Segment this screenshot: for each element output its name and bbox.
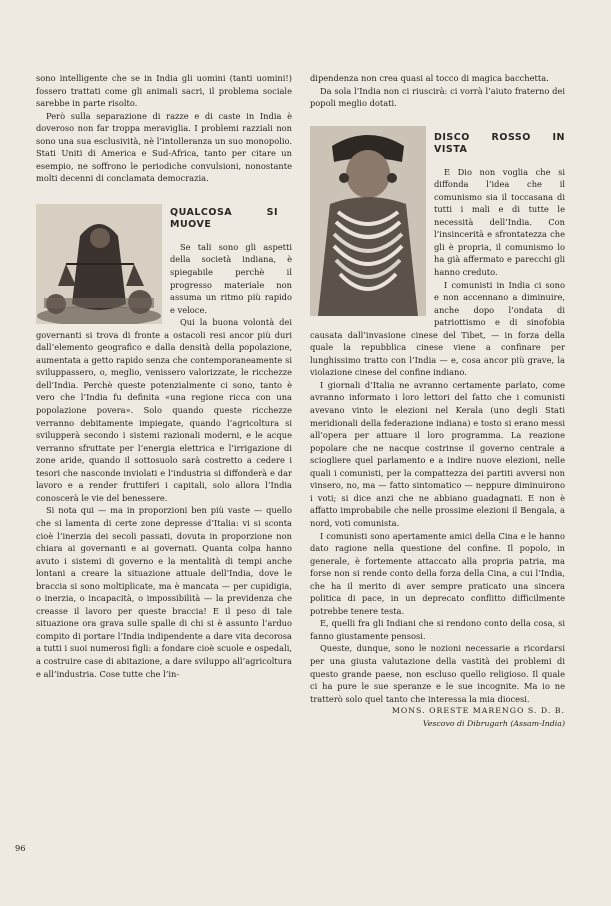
paragraph: E, quelli fra gli Indiani che si rendono conto della cosa, si fanno giustamente pensosi.	[310, 618, 565, 641]
paragraph: Qui la buona volontà dei governanti si trova di fronte a ostacoli resi ancor più duri dall’elemento geografico e dalla densità della popolazione, aumentata a getto rapido senza che contemporaneamente si sviluppassero, o, meglio, venissero valorizzate, le ricchezze dell’India. Perchè queste potenzialmente ci sono, tanto è vero che l’India fu definita «una regione ricca con una popolazione povera». Solo quando queste ricchezze verranno debitamente impiegate, quando l’agricoltura si svilupperà secondo i sistemi razionali moderni, e le acque verranno sfruttate per l’energia elettrica e l’irrigazione di zone aride, quando il sottosuolo sarà costretto a cedere i tesori che nasconde inviolati e l’industria si diffonderà e dar lavoro e a render fruttiferi i capitali, solo allora l’India conoscerà le vie del benessere.	[36, 317, 292, 503]
paragraph: I comunisti sono apertamente amici della Cina e le hanno dato ragione nella questione del confine. Il popolo, in generale, è fortemente attaccato alla propria patria, ma forse non si rende conto della forza della Cina, a cui l’India, che ha il merito di aver sempre praticato una sincera politica di pace, in un deprecato conflitto difficilmente potrebbe tenere testa.	[310, 530, 565, 616]
paragraph: Queste, dunque, sono le nozioni necessarie a ricordarsi per una giusta valutazione della vastità dei problemi di questo grande paese, non escluso quello religioso. Il quale ci ha pure le sue speranze e le sue incognite. Ma io ne tratterò solo quel tanto che interessa la mia diocesi.	[310, 643, 565, 704]
page-number: 96	[15, 843, 26, 853]
section-heading-qualcosa: QUALCOSA SI MUOVE	[170, 206, 278, 230]
section-heading-disco-rosso: DISCO ROSSO IN VISTA	[434, 131, 565, 155]
signature-title: Vescovo di Dibrugarh (Assam-India)	[422, 718, 565, 728]
paragraph: Se tali sono gli aspetti della società indiana, è spiegabile perchè il progresso materiale non assuma un ritmo più rapido e veloce.	[170, 241, 292, 315]
signature-name: MONS. ORESTE MARENGO S. D. B.	[391, 706, 565, 716]
paragraph: I giornali d’Italia ne avranno certamente parlato, come avranno informato i loro lettori del fatto che i comunisti avevano vinto le elezioni nel Kerala (uno degli Stati meridionali della federazione indiana) e tosto si erano messi all’opera per attuare il loro programma. La reazione popolare che ne nacque costrinse il governo centrale a sciogliere quel parlamento e a indire nuove elezioni, nelle quali i comunisti, per la compattezza dei partiti avversi non vinsero, no, ma — fatto sintomatico — neppure diminuirono i voti; si dice anzi che ne abbiano guadagnati. E non è affatto improbabile che nelle prossime elezioni il Bengala, a nord, voti comunista.	[310, 379, 565, 528]
paragraph: Però sulla separazione di razze e di caste in India è doveroso non far troppa meraviglia. I problemi razziali non sono una sua esclusività, nè l’intolleranza un suo monopolio. Stati Uniti di America e Sud-Africa, tanto per citare un esempio, ne soffrono le periodiche convulsioni, nonostante molti decenni di conclamata democrazia.	[36, 110, 292, 184]
photo-woman-with-necklaces-image	[310, 126, 426, 316]
left-column	[36, 72, 292, 680]
paragraph: dipendenza non crea quasi al tocco di magica bacchetta.	[310, 73, 549, 83]
paragraph: sono intelligente che se in India gli uomini (tanti uomini!) fossero trattati come gli animali sacri, il problema sociale sarebbe in parte risolto.	[36, 73, 292, 109]
paragraph: Da sola l’India non ci riuscirà: ci vorrà l’aiuto fraterno dei popoli meglio dotati.	[310, 85, 565, 109]
photo-woman-with-scale-image	[36, 204, 162, 324]
paragraph: I comunisti in India ci sono e non accennano a diminuire, anche dopo l’ondata di patriottismo e di sinofobia causata dall’invasione cinese del Tibet, — in forza della quale la repubblica cinese viene a confinare per lunghissimo tratto con l’India — e, cosa ancor più grave, la violazione cinese del confine indiano.	[310, 279, 565, 378]
photo-woman-with-necklaces	[310, 126, 426, 316]
paragraph: Si nota qui — ma in proporzioni ben più vaste — quello che si lamenta di certe zone depresse d’Italia: vi si sconta cioè l’inerzia dei secoli passati, dovuta in proporzione non chiara ai governanti e ai governati. Quanta colpa hanno avuto i sistemi di governo e la mentalità di tempi anche lontani a creare la situazione attuale dell’India, dove le braccia si sono moltiplicate, ma è mancata — per cupidigia, o inerzia, o incapacità, o impossibilità — la previdenza che creasse il lavoro per queste braccia! E il peso di tale situazione ora grava sulle spalle di chi si è assunto l’arduo compito di portare l’India indipendente a dare vita decorosa a tutti i suoi numerosi figli: a fondare cioè scuole e ospedali, a costruire case di abitazione, a dare sviluppo all’agricoltura e all’industria. Cose tutte che l’in-	[36, 505, 292, 679]
paragraph: E Dio non voglia che si diffonda l’idea che il comunismo sia il toccasana di tutti i mali e di tutte le necessità dell’India. Con l’insincerità e sfrontatezza che gli è propria, il comunismo lo ha già affermato e parecchi gli hanno creduto.	[434, 166, 565, 278]
right-column	[310, 72, 565, 730]
photo-woman-with-scale	[36, 204, 162, 324]
signature	[310, 705, 565, 730]
